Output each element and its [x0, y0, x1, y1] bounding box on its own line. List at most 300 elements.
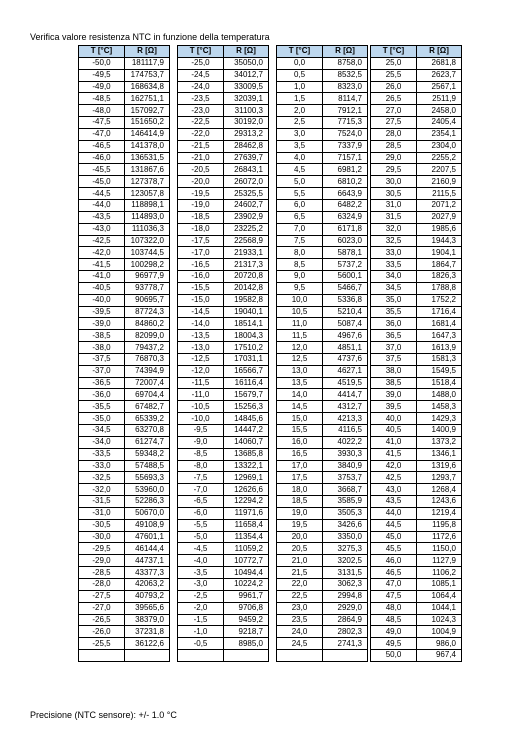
table-row — [178, 282, 269, 294]
table-row — [79, 223, 170, 235]
resistance-cell: 1488,0 — [417, 389, 462, 401]
temperature-cell: 28,0 — [371, 128, 417, 140]
resistance-cell: 11658,4 — [224, 519, 269, 531]
table-row — [79, 413, 170, 425]
temperature-cell: -16,0 — [178, 271, 224, 283]
table-row — [79, 578, 170, 590]
resistance-cell: 1319,6 — [417, 460, 462, 472]
temperature-cell: -28,0 — [79, 578, 125, 590]
table-row — [79, 555, 170, 567]
resistance-cell: 6324,9 — [323, 211, 368, 223]
resistance-cell: 5737,2 — [323, 259, 368, 271]
resistance-cell: 168634,8 — [125, 81, 170, 93]
table-row — [371, 425, 462, 437]
temperature-cell — [178, 650, 224, 662]
resistance-cell — [323, 650, 368, 662]
temperature-cell: 32,5 — [371, 235, 417, 247]
temperature-cell: 28,5 — [371, 140, 417, 152]
resistance-cell: 19040,1 — [224, 306, 269, 318]
temperature-cell: 3,5 — [277, 140, 323, 152]
resistance-cell: 986,0 — [417, 638, 462, 650]
temperature-cell: -5,5 — [178, 519, 224, 531]
table-row — [79, 602, 170, 614]
table-row — [178, 342, 269, 354]
table-row — [277, 377, 368, 389]
table-row — [277, 282, 368, 294]
table-row — [371, 365, 462, 377]
resistance-cell: 44737,1 — [125, 555, 170, 567]
resistance-cell: 21317,3 — [224, 259, 269, 271]
resistance-cell: 4737,6 — [323, 353, 368, 365]
resistance-cell: 6981,2 — [323, 164, 368, 176]
resistance-cell: 3505,3 — [323, 507, 368, 519]
resistance-cell: 3668,7 — [323, 484, 368, 496]
table-row — [277, 81, 368, 93]
temperature-cell: 11,0 — [277, 318, 323, 330]
table-row — [277, 496, 368, 508]
resistance-cell: 82099,0 — [125, 330, 170, 342]
resistance-cell: 157092,7 — [125, 105, 170, 117]
table-row — [371, 235, 462, 247]
table-row — [277, 590, 368, 602]
resistance-cell: 84860,2 — [125, 318, 170, 330]
resistance-cell: 28462,8 — [224, 140, 269, 152]
resistance-cell: 1044,1 — [417, 602, 462, 614]
temperature-cell: 5,0 — [277, 176, 323, 188]
table-row — [371, 69, 462, 81]
temperature-cell: -43,0 — [79, 223, 125, 235]
table-row — [178, 638, 269, 650]
table-row — [79, 188, 170, 200]
table-row — [79, 401, 170, 413]
temperature-cell: -30,5 — [79, 519, 125, 531]
table-row — [178, 543, 269, 555]
column-header-temperature: T [°C] — [277, 46, 323, 58]
table-row — [79, 496, 170, 508]
resistance-cell: 118898,1 — [125, 199, 170, 211]
temperature-cell: 27,0 — [371, 105, 417, 117]
resistance-cell: 17510,2 — [224, 342, 269, 354]
table-row — [371, 650, 462, 662]
table-row — [277, 365, 368, 377]
table-row — [178, 401, 269, 413]
temperature-cell: -13,0 — [178, 342, 224, 354]
resistance-cell: 2994,8 — [323, 590, 368, 602]
temperature-cell: 22,5 — [277, 590, 323, 602]
resistance-cell: 21933,1 — [224, 247, 269, 259]
table-row — [277, 531, 368, 543]
resistance-cell: 30192,0 — [224, 117, 269, 129]
temperature-cell: 36,5 — [371, 330, 417, 342]
table-row — [178, 389, 269, 401]
resistance-cell: 15679,7 — [224, 389, 269, 401]
temperature-cell: -11,5 — [178, 377, 224, 389]
resistance-cell: 3753,7 — [323, 472, 368, 484]
temperature-cell: 15,0 — [277, 413, 323, 425]
resistance-cell: 43377,3 — [125, 567, 170, 579]
temperature-cell: -2,0 — [178, 602, 224, 614]
resistance-cell: 26072,0 — [224, 176, 269, 188]
temperature-cell: -35,0 — [79, 413, 125, 425]
temperature-cell: 19,0 — [277, 507, 323, 519]
table-row — [277, 117, 368, 129]
resistance-cell: 8758,0 — [323, 57, 368, 69]
temperature-cell: 14,0 — [277, 389, 323, 401]
table-row — [178, 318, 269, 330]
table-row — [371, 188, 462, 200]
resistance-cell: 16116,4 — [224, 377, 269, 389]
resistance-cell: 1219,4 — [417, 507, 462, 519]
resistance-cell: 27639,7 — [224, 152, 269, 164]
resistance-cell: 47601,1 — [125, 531, 170, 543]
temperature-cell: 35,5 — [371, 306, 417, 318]
table-row — [79, 176, 170, 188]
column-header-resistance: R [Ω] — [125, 46, 170, 58]
table-row — [277, 555, 368, 567]
table-row — [79, 140, 170, 152]
temperature-cell: -21,5 — [178, 140, 224, 152]
resistance-cell: 59348,2 — [125, 448, 170, 460]
temperature-cell: -12,5 — [178, 353, 224, 365]
table-row — [178, 211, 269, 223]
temperature-cell: -0,5 — [178, 638, 224, 650]
resistance-cell: 10772,7 — [224, 555, 269, 567]
table-row — [277, 330, 368, 342]
table-row — [371, 57, 462, 69]
temperature-cell: 2,5 — [277, 117, 323, 129]
temperature-cell: 30,0 — [371, 176, 417, 188]
temperature-cell: 45,5 — [371, 543, 417, 555]
resistance-cell: 29313,2 — [224, 128, 269, 140]
temperature-cell: -8,5 — [178, 448, 224, 460]
resistance-cell: 50670,0 — [125, 507, 170, 519]
resistance-cell: 23902,9 — [224, 211, 269, 223]
table-row — [178, 271, 269, 283]
resistance-cell: 3930,3 — [323, 448, 368, 460]
table-row — [277, 57, 368, 69]
temperature-cell: 19,5 — [277, 519, 323, 531]
table-row — [277, 448, 368, 460]
resistance-cell: 1024,3 — [417, 614, 462, 626]
temperature-cell: -35,5 — [79, 401, 125, 413]
resistance-cell: 2405,4 — [417, 117, 462, 129]
table-row — [371, 140, 462, 152]
table-row — [79, 105, 170, 117]
table-row — [277, 188, 368, 200]
temperature-cell: 9,0 — [277, 271, 323, 283]
temperature-cell: -19,5 — [178, 188, 224, 200]
resistance-cell: 141378,0 — [125, 140, 170, 152]
temperature-cell: -14,5 — [178, 306, 224, 318]
temperature-cell: -4,5 — [178, 543, 224, 555]
table-row — [178, 69, 269, 81]
table-row — [277, 460, 368, 472]
table-row — [79, 626, 170, 638]
table-row — [371, 389, 462, 401]
resistance-cell: 1195,8 — [417, 519, 462, 531]
resistance-cell: 72007,4 — [125, 377, 170, 389]
resistance-cell: 39565,6 — [125, 602, 170, 614]
temperature-cell: -43,5 — [79, 211, 125, 223]
temperature-cell: -20,0 — [178, 176, 224, 188]
resistance-cell: 9706,8 — [224, 602, 269, 614]
resistance-cell: 46144,4 — [125, 543, 170, 555]
resistance-cell: 6643,9 — [323, 188, 368, 200]
temperature-cell: -29,0 — [79, 555, 125, 567]
temperature-cell: 18,5 — [277, 496, 323, 508]
table-row — [371, 555, 462, 567]
temperature-cell: -27,0 — [79, 602, 125, 614]
temperature-cell: -34,5 — [79, 425, 125, 437]
temperature-cell: 35,0 — [371, 294, 417, 306]
resistance-cell: 69704,4 — [125, 389, 170, 401]
column-header-resistance: R [Ω] — [323, 46, 368, 58]
resistance-cell: 2681,8 — [417, 57, 462, 69]
resistance-cell: 151650,2 — [125, 117, 170, 129]
resistance-cell: 1788,8 — [417, 282, 462, 294]
table-row — [79, 484, 170, 496]
temperature-cell: 42,0 — [371, 460, 417, 472]
resistance-cell: 2741,3 — [323, 638, 368, 650]
temperature-cell: -9,5 — [178, 425, 224, 437]
resistance-cell: 49108,9 — [125, 519, 170, 531]
resistance-cell: 18514,1 — [224, 318, 269, 330]
resistance-cell: 1004,9 — [417, 626, 462, 638]
table-row — [79, 377, 170, 389]
temperature-cell: 29,5 — [371, 164, 417, 176]
resistance-cell: 1944,3 — [417, 235, 462, 247]
resistance-cell: 3426,6 — [323, 519, 368, 531]
resistance-cell: 136531,5 — [125, 152, 170, 164]
table-row — [277, 614, 368, 626]
temperature-cell: 42,5 — [371, 472, 417, 484]
table-row — [178, 247, 269, 259]
resistance-cell: 25325,5 — [224, 188, 269, 200]
temperature-cell: -18,5 — [178, 211, 224, 223]
resistance-cell: 1681,4 — [417, 318, 462, 330]
resistance-cell: 2511,9 — [417, 93, 462, 105]
table-row — [79, 271, 170, 283]
temperature-cell: 11,5 — [277, 330, 323, 342]
table-row — [277, 223, 368, 235]
temperature-cell: 33,0 — [371, 247, 417, 259]
temperature-cell: -29,5 — [79, 543, 125, 555]
table-row — [371, 626, 462, 638]
table-row — [277, 602, 368, 614]
temperature-cell: -38,5 — [79, 330, 125, 342]
table-row — [277, 318, 368, 330]
table-row — [178, 626, 269, 638]
resistance-cell: 1293,7 — [417, 472, 462, 484]
resistance-cell: 3585,9 — [323, 496, 368, 508]
temperature-cell: -15,5 — [178, 282, 224, 294]
temperature-cell: -4,0 — [178, 555, 224, 567]
table-row — [371, 306, 462, 318]
resistance-cell: 2304,0 — [417, 140, 462, 152]
temperature-cell: 23,0 — [277, 602, 323, 614]
temperature-cell: 1,5 — [277, 93, 323, 105]
resistance-cell: 3131,5 — [323, 567, 368, 579]
temperature-cell: -13,5 — [178, 330, 224, 342]
temperature-cell: -17,5 — [178, 235, 224, 247]
table-row — [371, 259, 462, 271]
temperature-cell: -48,5 — [79, 93, 125, 105]
resistance-cell: 31100,3 — [224, 105, 269, 117]
resistance-cell: 1549,5 — [417, 365, 462, 377]
table-row — [178, 140, 269, 152]
temperature-cell: 16,0 — [277, 436, 323, 448]
temperature-cell: -26,5 — [79, 614, 125, 626]
table-row — [371, 413, 462, 425]
table-row — [371, 223, 462, 235]
table-row — [79, 531, 170, 543]
table-row — [79, 436, 170, 448]
table-row — [371, 353, 462, 365]
temperature-cell: 36,0 — [371, 318, 417, 330]
resistance-cell: 1826,3 — [417, 271, 462, 283]
table-row — [178, 602, 269, 614]
resistance-cell: 6482,2 — [323, 199, 368, 211]
resistance-cell: 52286,3 — [125, 496, 170, 508]
resistance-cell: 4967,6 — [323, 330, 368, 342]
resistance-cell: 1127,9 — [417, 555, 462, 567]
table-row — [277, 211, 368, 223]
temperature-cell: -41,5 — [79, 259, 125, 271]
resistance-cell: 55693,3 — [125, 472, 170, 484]
table-row — [277, 271, 368, 283]
table-row — [277, 567, 368, 579]
table-row — [79, 294, 170, 306]
temperature-cell: 6,5 — [277, 211, 323, 223]
resistance-cell: 1613,9 — [417, 342, 462, 354]
table-row — [277, 507, 368, 519]
table-row — [178, 164, 269, 176]
table-row — [371, 271, 462, 283]
table-row — [178, 425, 269, 437]
table-row — [79, 164, 170, 176]
table-row — [277, 199, 368, 211]
table-row — [277, 638, 368, 650]
table-row — [371, 590, 462, 602]
resistance-cell — [224, 650, 269, 662]
table-row — [371, 318, 462, 330]
temperature-cell: 10,5 — [277, 306, 323, 318]
table-row — [277, 650, 368, 662]
precision-note: Precisione (NTC sensore): +/- 1.0 °C — [30, 710, 177, 720]
resistance-cell: 14447,2 — [224, 425, 269, 437]
resistance-cell: 7524,0 — [323, 128, 368, 140]
table-row — [178, 294, 269, 306]
resistance-cell: 11059,2 — [224, 543, 269, 555]
table-row — [79, 342, 170, 354]
temperature-cell: -15,0 — [178, 294, 224, 306]
resistance-cell: 2929,0 — [323, 602, 368, 614]
resistance-cell: 2160,9 — [417, 176, 462, 188]
resistance-cell: 11354,4 — [224, 531, 269, 543]
resistance-cell: 5600,1 — [323, 271, 368, 283]
temperature-cell: 34,5 — [371, 282, 417, 294]
temperature-cell: 48,5 — [371, 614, 417, 626]
resistance-cell: 1150,0 — [417, 543, 462, 555]
temperature-cell: -1,5 — [178, 614, 224, 626]
table-row — [371, 484, 462, 496]
table-row — [178, 578, 269, 590]
table-row — [371, 448, 462, 460]
temperature-cell: -39,0 — [79, 318, 125, 330]
resistance-cell: 1400,9 — [417, 425, 462, 437]
resistance-cell: 3202,5 — [323, 555, 368, 567]
resistance-cell: 11971,6 — [224, 507, 269, 519]
table-row — [79, 638, 170, 650]
temperature-cell: 46,5 — [371, 567, 417, 579]
temperature-cell: 15,5 — [277, 425, 323, 437]
temperature-cell: -11,0 — [178, 389, 224, 401]
table-header-row — [178, 46, 269, 58]
temperature-cell: 26,0 — [371, 81, 417, 93]
resistance-cell: 2802,3 — [323, 626, 368, 638]
resistance-cell: 1346,1 — [417, 448, 462, 460]
resistance-cell: 35050,0 — [224, 57, 269, 69]
table-row — [371, 531, 462, 543]
temperature-cell: 17,5 — [277, 472, 323, 484]
temperature-cell: -28,5 — [79, 567, 125, 579]
resistance-cell: 10224,2 — [224, 578, 269, 590]
temperature-cell: -24,5 — [178, 69, 224, 81]
table-row — [371, 330, 462, 342]
temperature-cell: -7,5 — [178, 472, 224, 484]
temperature-cell: -44,5 — [79, 188, 125, 200]
temperature-cell: 43,5 — [371, 496, 417, 508]
table-row — [371, 496, 462, 508]
table-row — [79, 152, 170, 164]
temperature-cell: 8,5 — [277, 259, 323, 271]
resistance-cell: 1985,6 — [417, 223, 462, 235]
table-row — [371, 567, 462, 579]
resistance-cell: 114893,0 — [125, 211, 170, 223]
table-row — [277, 353, 368, 365]
temperature-cell: -38,0 — [79, 342, 125, 354]
table-row — [79, 365, 170, 377]
resistance-cell: 2623,7 — [417, 69, 462, 81]
temperature-cell: 6,0 — [277, 199, 323, 211]
table-row — [178, 460, 269, 472]
table-row — [178, 484, 269, 496]
temperature-cell: 22,0 — [277, 578, 323, 590]
resistance-cell: 12294,2 — [224, 496, 269, 508]
resistance-cell: 7337,9 — [323, 140, 368, 152]
resistance-cell: 6023,0 — [323, 235, 368, 247]
temperature-cell: 40,5 — [371, 425, 417, 437]
table-header-row — [277, 46, 368, 58]
table-row — [277, 484, 368, 496]
resistance-cell: 38379,0 — [125, 614, 170, 626]
temperature-cell: -33,5 — [79, 448, 125, 460]
table-row — [178, 235, 269, 247]
temperature-cell: -40,0 — [79, 294, 125, 306]
temperature-cell: -16,5 — [178, 259, 224, 271]
temperature-cell: -39,5 — [79, 306, 125, 318]
resistance-cell: 57488,5 — [125, 460, 170, 472]
temperature-cell: 49,5 — [371, 638, 417, 650]
table-row — [277, 401, 368, 413]
resistance-cell: 16566,7 — [224, 365, 269, 377]
resistance-cell: 10494,4 — [224, 567, 269, 579]
temperature-cell: -3,5 — [178, 567, 224, 579]
resistance-cell: 76870,3 — [125, 353, 170, 365]
resistance-cell: 8114,7 — [323, 93, 368, 105]
table-row — [371, 152, 462, 164]
resistance-cell: 1716,4 — [417, 306, 462, 318]
